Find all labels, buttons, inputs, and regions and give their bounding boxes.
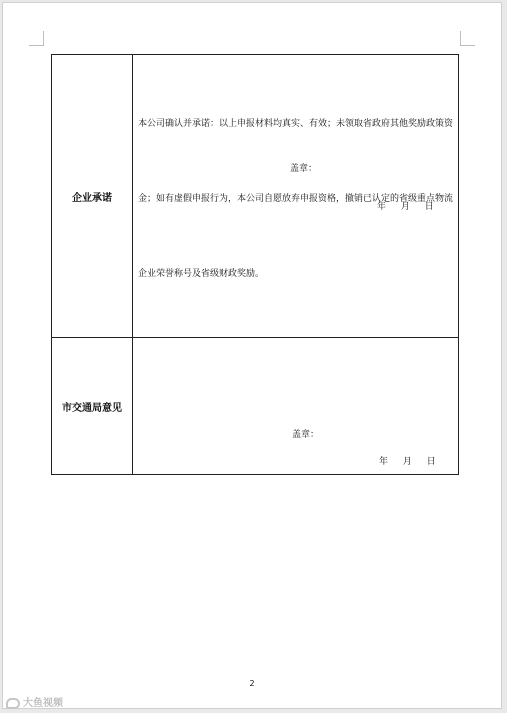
stamp-label: 盖章： (290, 164, 318, 174)
watermark-text: 大鱼视频 (23, 698, 63, 709)
commitment-line: 企业荣誉称号及省级财政奖励。 (138, 269, 265, 279)
form-row-transport-bureau-opinion (52, 338, 459, 475)
commitment-content-cell (133, 55, 459, 338)
stamp-label: 盖章： (292, 430, 320, 440)
commitment-line: 本公司确认并承诺：以上申报材料均真实、有效；未领取省政府其他奖励政策资 (138, 119, 454, 129)
form-row-enterprise-commitment (52, 55, 459, 338)
date-line: 年 月 日 (377, 202, 434, 212)
application-form-table (51, 54, 459, 475)
document-page (2, 2, 502, 709)
crop-mark-top-right (460, 31, 475, 46)
watermark (6, 694, 63, 709)
row-label-transport-bureau-opinion: 市交通局意见 (52, 338, 133, 475)
opinion-content-cell (133, 338, 459, 475)
commitment-text (133, 55, 458, 337)
crop-mark-top-left (29, 31, 44, 46)
chat-bubble-logo-icon (6, 698, 20, 709)
page-number: 2 (249, 679, 255, 688)
date-line: 年 月 日 (379, 457, 436, 467)
commitment-line: 金；如有虚假申报行为，本公司自愿放弃申报资格，撤销已认定的省级重点物流 (138, 194, 454, 204)
row-label-enterprise-commitment: 企业承诺 (52, 55, 133, 338)
